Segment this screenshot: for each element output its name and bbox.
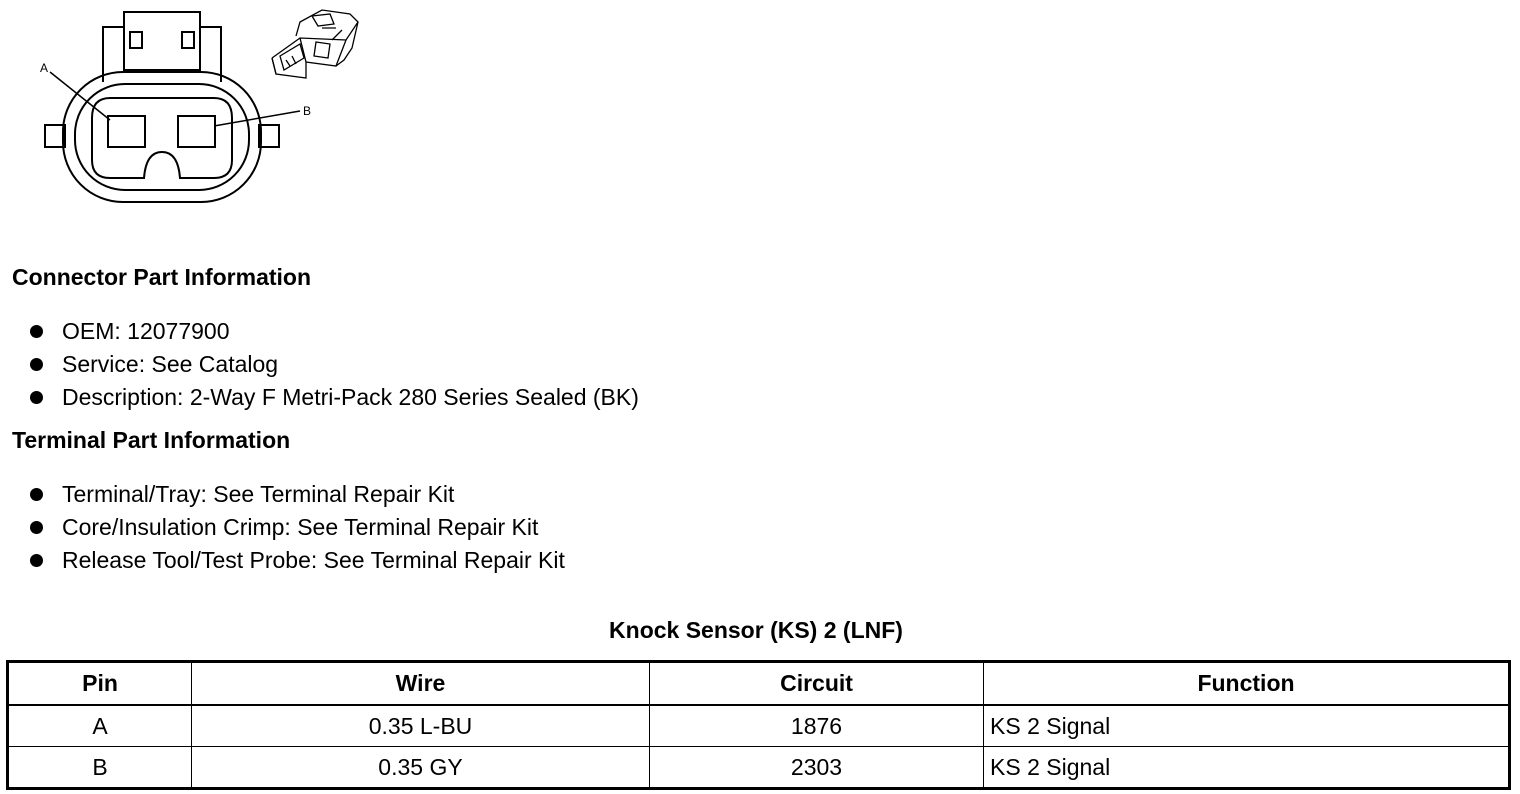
oem-number: OEM: 12077900 [62, 318, 230, 344]
function-cell: KS 2 Signal [984, 705, 1510, 747]
wire-cell: 0.35 GY [192, 747, 650, 789]
list-item [28, 349, 639, 382]
list-item [28, 545, 565, 578]
list-item [28, 512, 565, 545]
terminal-part-info-heading: Terminal Part Information [12, 427, 291, 453]
circuit-cell: 1876 [650, 705, 984, 747]
bullet-icon [30, 325, 43, 338]
crimp-info: Core/Insulation Crimp: See Terminal Repair Kit [62, 514, 539, 540]
bullet-icon [30, 358, 43, 371]
list-item [28, 479, 565, 512]
release-tool-info: Release Tool/Test Probe: See Terminal Repair Kit [62, 547, 565, 573]
pinout-table [6, 660, 1511, 790]
connector-part-info-list [28, 316, 639, 415]
bullet-icon [30, 521, 43, 534]
list-item [28, 382, 639, 415]
column-header-wire: Wire [192, 662, 650, 706]
wire-cell: 0.35 L-BU [192, 705, 650, 747]
connector-description: Description: 2-Way F Metri-Pack 280 Series Sealed (BK) [62, 384, 639, 410]
bullet-icon [30, 391, 43, 404]
bullet-icon [30, 554, 43, 567]
pin-cell: A [8, 705, 192, 747]
function-cell: KS 2 Signal [984, 747, 1510, 789]
column-header-circuit: Circuit [650, 662, 984, 706]
list-item [28, 316, 639, 349]
column-header-pin: Pin [8, 662, 192, 706]
terminal-tray-info: Terminal/Tray: See Terminal Repair Kit [62, 481, 455, 507]
circuit-cell: 2303 [650, 747, 984, 789]
table-row [8, 705, 1510, 747]
bullet-icon [30, 488, 43, 501]
column-header-function: Function [984, 662, 1510, 706]
connector-iso-icon [272, 10, 358, 78]
pinout-table-title: Knock Sensor (KS) 2 (LNF) [609, 617, 903, 643]
pin-label-b: B [303, 104, 312, 118]
table-row [8, 747, 1510, 789]
connector-part-info-heading: Connector Part Information [12, 264, 312, 290]
connector-diagram [0, 0, 400, 230]
terminal-part-info-list [28, 479, 565, 578]
table-header-row [8, 662, 1510, 706]
pin-cell: B [8, 747, 192, 789]
service-info: Service: See Catalog [62, 351, 279, 377]
pin-label-a: A [40, 61, 49, 75]
